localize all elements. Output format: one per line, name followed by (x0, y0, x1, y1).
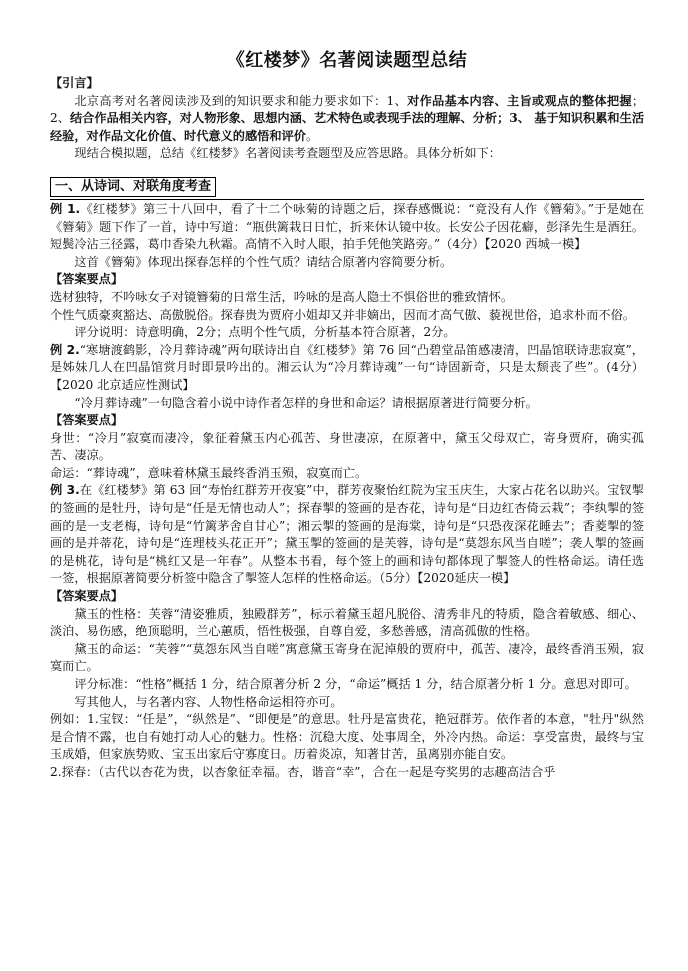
example-1-answer-1: 选材独特，不吟咏女子对镜簪菊的日常生活，吟咏的是高人隐士不惧俗世的雅致情怀。 (50, 289, 514, 304)
example-3-answer-2: 黛玉的命运：“芙蓉”“莫怨东风当自嗟”寓意黛玉寄身在泥淖般的贾府中，孤苦、凄冷，最终香消玉殒，寂寞而亡。 (50, 641, 644, 674)
intro-text-c: ；2、 (50, 93, 645, 126)
example-3-answer-tanchun: 2.探春：（古代以杏花为贵，以杏象征幸福。杏，谐音“幸”，合在一起是夸奖男的志趣高洁合乎 (50, 764, 556, 779)
intro-text-f: 。 (305, 128, 319, 143)
intro-paragraph-2: 现结合模拟题，总结《红楼梦》名著阅读考查题型及应答思路。具体分析如下： (74, 146, 501, 161)
page-title: 《红楼梦》名著阅读题型总结 (226, 50, 468, 71)
example-1-label: 例 1. (50, 201, 81, 216)
intro-heading: 【引言】 (50, 76, 99, 90)
example-2-label: 例 2. (50, 342, 80, 357)
example-3-note: 写其他人，与名著内容、人物性格命运相符亦可。 (74, 694, 343, 709)
section-1-title: 一、从诗词、对联角度考查 (50, 177, 216, 197)
example-3-text: 在《红楼梦》第 63 回“寿怡红群芳开夜宴”中，群芳夜聚怡红院为宝玉庆生，大家占花名以助兴。宝钗掣的签画的是牡丹，诗句是“任是无情也动人”；探春掣的签画的是杏花，诗句是“日边红杏倚云栽”；李纨掣的签画的是一支老梅，诗句是“竹篱茅舍自甘心”；湘云掣的签画的是海棠，诗句是“只恐夜深花睡去”；香菱掣的签画的是并蒂花，诗句是“连理枝头花正开”；黛玉掣的签画的是芙蓉，诗句是“莫怨东风当自嗟”；袭人掣的签画的是桃花，诗句是“桃红又是一年春”。从整本书看，每个签上的画和诗句都体现了掣签人的性格命运。请任选一签，根据原著简要分析签中隐含了掣签人怎样的性格命运。（5分）【2020延庆一模】 (50, 483, 644, 586)
intro-paragraph-1 (50, 93, 644, 146)
example-1-answer-heading: 【答案要点】 (50, 272, 124, 287)
example-3-label: 例 3. (50, 483, 80, 498)
example-2-question: “冷月葬诗魂”一句隐含着小说中诗作者怎样的身世和命运？请根据原著进行简要分析。 (74, 395, 538, 410)
example-2-text: “寒塘渡鹤影，冷月葬诗魂”两句联诗出自《红楼梦》第 76 回“凸碧堂品笛感凄清，凹晶馆联诗悲寂寞”，是姊妹几人在凹晶馆赏月时即景吟出的。湘云认为“冷月葬诗魂”一句“诗固新奇，只是太颓丧了些”。(4分）【2020 北京适应性测试】 (50, 342, 644, 392)
example-2-answer-2: 命运：“葬诗魂”，意味着林黛玉最终香消玉殒，寂寞而亡。 (50, 465, 368, 480)
intro-text-a: 北京高考对名著阅读涉及到的知识要求和能力要求如下：1、 (74, 93, 408, 108)
example-1-scoring: 评分说明：诗意明确，2分；点明个性气质，分析基本符合原著，2分。 (74, 325, 456, 340)
example-2-answer-heading: 【答案要点】 (50, 413, 124, 428)
example-1-text: 《红楼梦》第三十八回中，看了十二个咏菊的诗题之后，探春感慨说：“竟没有人作《簪菊》。”于是她在《簪菊》题下作了一首，诗中写道：“瓶供篱栽日日忙，折来休认镜中妆。长安公子因花癖，彭泽先生是酒狂。短鬓冷沾三径露，葛巾香染九秋霜。高情不入时人眼，拍手凭他笑路旁。”（4分）【2020 西城一模】 (50, 201, 644, 252)
example-2 (50, 342, 644, 395)
example-2-answer-1: 身世：“冷月”寂寞而凄冷，象征着黛玉内心孤苦、身世凄凉，在原著中，黛玉父母双亡，寄身贾府，确实孤苦、凄凉。 (50, 430, 644, 463)
intro-text-d: 结合作品相关内容，对人物形象、思想内涵、艺术特色或表现手法的理解、分析 (69, 111, 498, 126)
example-3-answer-1: 黛玉的性格：芙蓉“清姿雅质，独殿群芳”，标示着黛玉超凡脱俗、清秀非凡的特质，隐含着敏感、细心、淡泊、易伤感，绝顶聪明，兰心蕙质，悟性极强，自尊自爱，多愁善感，清高孤傲的性格。 (50, 606, 644, 639)
intro-text-e: ；3、 基于知识积累和生活经验，对作品文化价值、时代意义的感悟和评价 (50, 111, 645, 143)
example-3-scoring: 评分标准：“性格”概括 1 分，结合原著分析 2 分，“命运”概括 1 分，结合原著分析 1 分。意思对即可。 (74, 677, 637, 691)
intro-text-b: 对作品基本内容、主旨或观点的整体把握 (407, 93, 632, 108)
example-1-question: 这首《簪菊》体现出探春怎样的个性气质？请结合原著内容简要分析。 (74, 254, 453, 269)
example-1 (50, 201, 644, 254)
example-1-answer-2: 个性气质豪爽豁达、高傲脱俗。探春贵为贾府小姐却又并非嫡出，因而才高气傲、藐视世俗，追求朴而不俗。 (50, 307, 635, 322)
example-3 (50, 482, 644, 588)
example-3-answer-heading: 【答案要点】 (50, 589, 124, 604)
example-3-answer-baochai: 例如：1.宝钗：“任是”，“纵然是”、“即便是”的意思。牡丹是富贵花，艳冠群芳。依作者的本意，"牡丹"纵然是合情不露，也自有她打动人心的魅力。性格：沉稳大度、处事周全，外冷内热。命运：享受富贵，最终与宝玉成婚，但家族势败、宝玉出家后守寡度日。历着炎凉，知著甘苦，虽离别亦能自安。 (50, 712, 644, 762)
section-divider (50, 199, 644, 200)
